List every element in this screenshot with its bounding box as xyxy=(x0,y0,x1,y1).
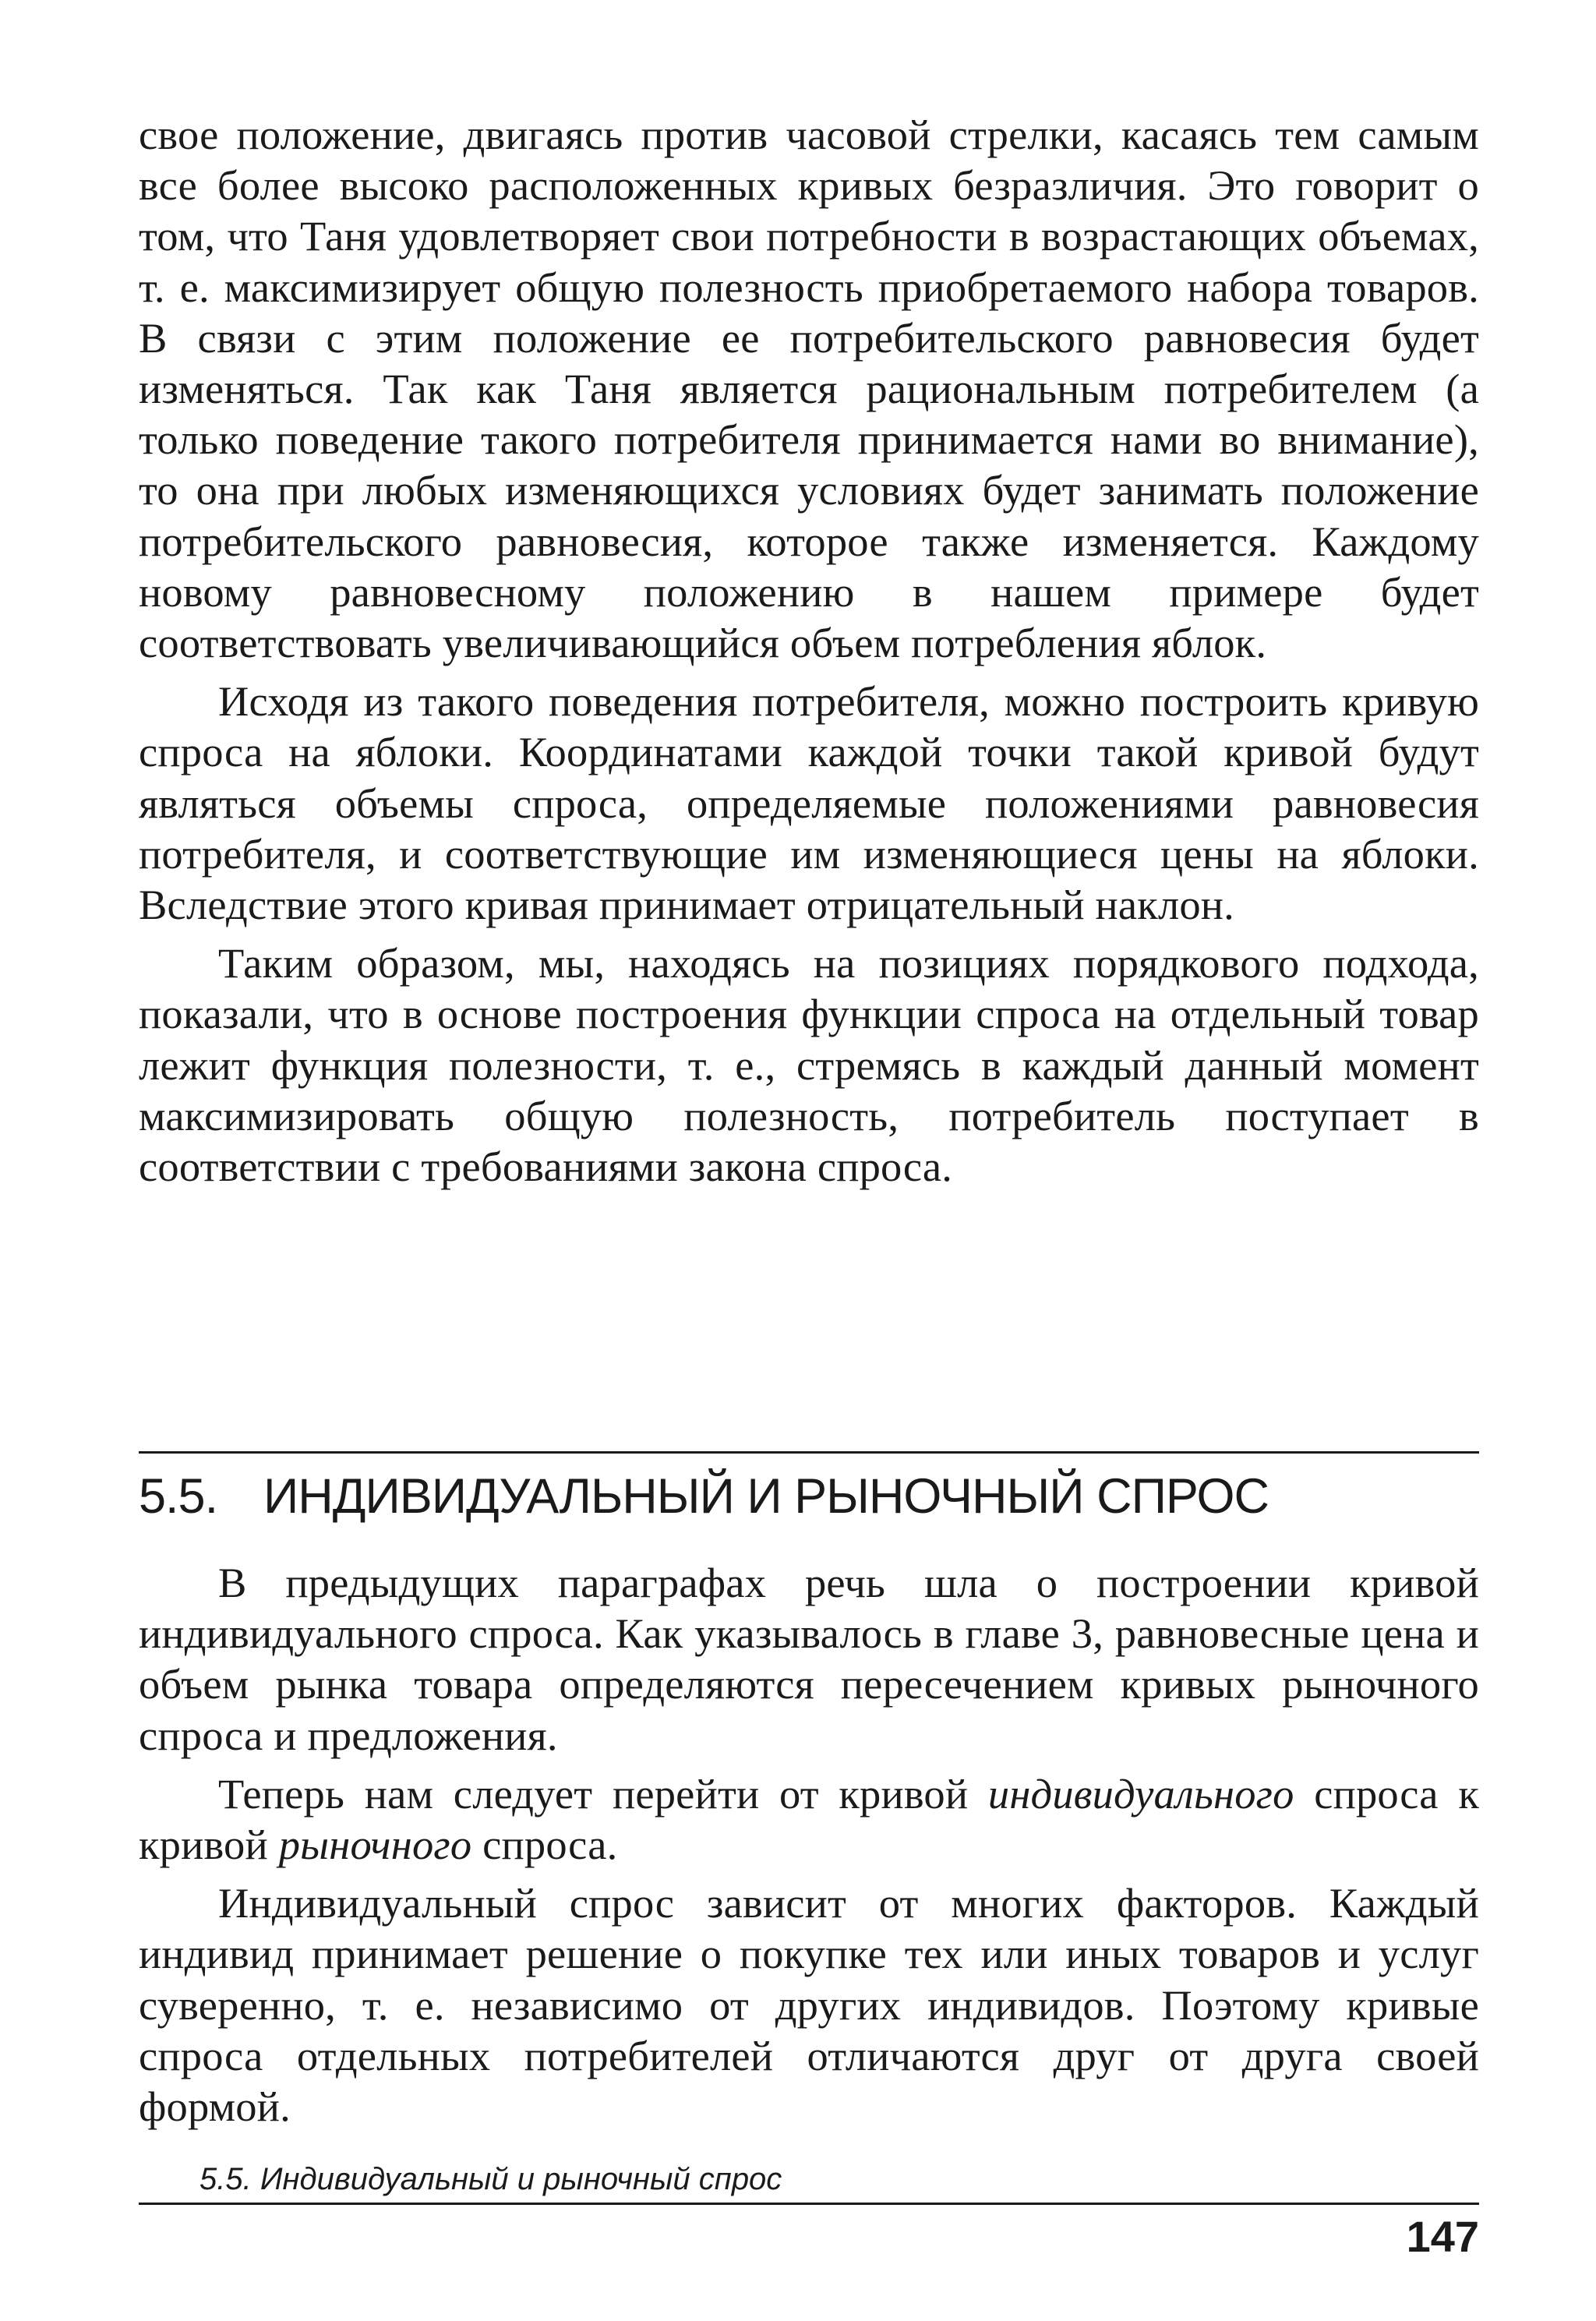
paragraph-demand-curve: Исходя из такого поведения потребителя, можно построить кривую спроса на яблоки. Координатами каждой точки такой кривой будут являться объемы спроса, определяемые положениями равновесия потребителя, и соответствующие им изменяющиеся цены на яблоки. Вследствие этого кривая принимает отрицательный наклон. xyxy=(139,677,1479,929)
emphasis-market: рыночного xyxy=(278,1821,472,1869)
section-number: 5.5. xyxy=(139,1469,218,1524)
body-text xyxy=(139,109,1479,1192)
footer-divider xyxy=(139,2203,1479,2205)
running-footer-title: 5.5. Индивидуальный и рыночный спрос xyxy=(200,2162,782,2196)
section-divider xyxy=(139,1451,1479,1454)
paragraph-transition xyxy=(139,1768,1479,1870)
emphasis-individual: индивидуального xyxy=(987,1769,1294,1818)
text-fragment: спроса. xyxy=(471,1821,618,1869)
paragraph-individual-demand: Индивидуальный спрос зависит от многих факторов. Каждый индивид принимает решение о покупке тех или иных товаров и услуг суверенно, т. е. независимо от других индивидов. Поэтому кривые спроса отдельных потребителей отличаются друг от друга своей формой. xyxy=(139,1879,1479,2131)
paragraph-previous-sections: В предыдущих параграфах речь шла о построении кривой индивидуального спроса. Как указывалось в главе 3, равновесные цена и объем рынка товара определяются пересечением кривых рыночного спроса и предложения. xyxy=(139,1559,1479,1759)
text-fragment: Теперь нам следует перейти от кривой xyxy=(218,1769,988,1818)
paragraph-conclusion: Таким образом, мы, находясь на позициях порядкового подхода, показали, что в основе построения функции спроса на отдельный товар лежит функция полезности, т. е., стремясь в каждый данный момент максимизировать общую полезность, потребитель поступает в соответствии с требованиями закона спроса. xyxy=(139,939,1479,1191)
page-number: 147 xyxy=(1406,2212,1479,2261)
section-body xyxy=(139,1557,1479,2132)
section-title: ИНДИВИДУАЛЬНЫЙ И РЫНОЧНЫЙ СПРОС xyxy=(263,1469,1269,1524)
text-fragment: спроса к кривой xyxy=(139,1769,1479,1869)
paragraph-continuation: свое положение, двигаясь против часовой стрелки, касаясь тем самым все более высоко расположенных кривых безразличия. Это говорит о том, что Таня удовлетворяет свои потребности в возрастающих объемах, т. е. максимизирует общую полезность приобретаемого набора товаров. В связи с этим положение ее потребительского равновесия будет изменяться. Так как Таня является рациональным потребителем (а только поведение такого потребителя принимается нами во внимание), то она при любых изменяющихся условиях будет занимать положение потребительского равновесия, которое также изменяется. Каждому новому равновесному положению в нашем примере будет соответствовать увеличивающийся объем потребления яблок. xyxy=(139,111,1479,667)
section-heading xyxy=(139,1465,1479,1528)
